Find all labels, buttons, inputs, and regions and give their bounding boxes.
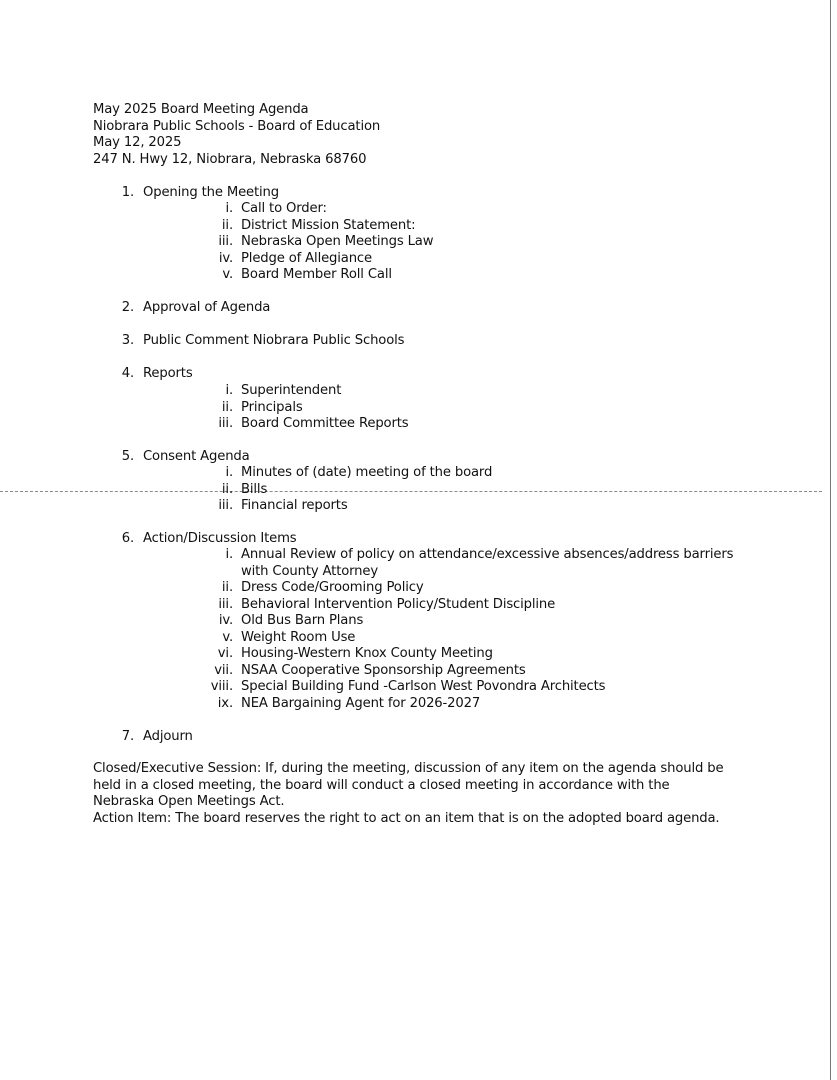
subitem-text: Annual Review of policy on attendance/excessive absences/address barriers with County Attorney [241,547,734,579]
action-item-note: Action Item: The board reserves the right to act on an item that is on the adopted board agenda. [93,810,720,826]
subitem-number: v. [222,629,233,645]
section-title: Consent Agenda [143,449,250,464]
page-edge-line [830,0,831,1080]
subitem-text: Weight Room Use [241,629,356,645]
section-title: Action/Discussion Items [143,531,297,546]
subitem-text: Superintendent [241,383,342,398]
section-title: Opening the Meeting [143,185,279,200]
subitem-number: i. [225,547,233,562]
subitem-number: ii. [221,481,233,497]
agenda-title: May 2025 Board Meeting Agenda [93,102,309,117]
section-number: 4. [121,366,134,381]
meeting-address: 247 N. Hwy 12, Niobrara, Nebraska 68760 [93,151,367,167]
subitem-number: iii. [218,498,233,513]
agenda-footer [93,761,733,827]
subitem-text: NSAA Cooperative Sponsorship Agreements [241,662,526,678]
subitem-number: i. [225,201,233,216]
section-number: 1. [121,185,134,200]
agenda-header [93,102,380,168]
subitem-number: iii. [218,234,233,249]
subitem-number: iii. [218,416,233,431]
subitem-number: iii. [218,596,233,612]
subitem-number: ix. [217,695,233,711]
subitem-number: i. [225,383,233,398]
subitem-number: i. [225,465,233,480]
section-number: 6. [121,531,134,546]
subitem-number: vii. [214,662,233,678]
section-number: 7. [121,729,134,744]
subitem-text: Principals [241,399,303,415]
section-number: 2. [121,300,134,315]
subitem-text: Behavioral Intervention Policy/Student Discipline [241,596,556,612]
subitem-number: viii. [210,679,233,694]
subitem-number: iv. [218,250,233,266]
scan-fold-line [0,491,822,492]
subitem-text: Dress Code/Grooming Policy [241,580,424,595]
section-title: Public Comment Niobrara Public Schools [143,333,405,348]
section-title: Approval of Agenda [143,300,271,315]
subitem-number: vi. [217,646,233,661]
subitem-text: Nebraska Open Meetings Law [241,234,434,249]
meeting-date: May 12, 2025 [93,135,182,150]
subitem-text: NEA Bargaining Agent for 2026-2027 [241,695,481,711]
subitem-number: ii. [221,399,233,415]
section-number: 5. [121,449,134,464]
subitem-text: Call to Order: [241,201,327,216]
section-title: Reports [143,366,193,381]
subitem-text: Board Committee Reports [241,416,409,431]
subitem-text: District Mission Statement: [241,217,416,233]
organization-name: Niobrara Public Schools - Board of Education [93,118,381,134]
subitem-text: Pledge of Allegiance [241,250,372,266]
subitem-text: Bills [241,481,268,497]
subitem-text: Minutes of (date) meeting of the board [241,465,493,480]
subitem-text: Board Member Roll Call [241,267,392,282]
subitem-text: Financial reports [241,498,348,513]
section-title: Adjourn [143,729,193,744]
subitem-number: iv. [218,613,233,628]
subitem-number: ii. [221,580,233,595]
subitem-number: v. [222,267,233,282]
section-number: 3. [121,333,134,348]
subitem-text: Housing-Western Knox County Meeting [241,646,493,661]
subitem-text: Special Building Fund -Carlson West Povondra Architects [241,679,606,694]
subitem-number: ii. [221,217,233,233]
closed-session-note: Closed/Executive Session: If, during the meeting, discussion of any item on the agenda should be held in a closed meeting, the board will conduct a closed meeting in accordance with the Nebraska Open Meetings Act. [93,761,724,809]
subitem-text: Old Bus Barn Plans [241,613,364,628]
